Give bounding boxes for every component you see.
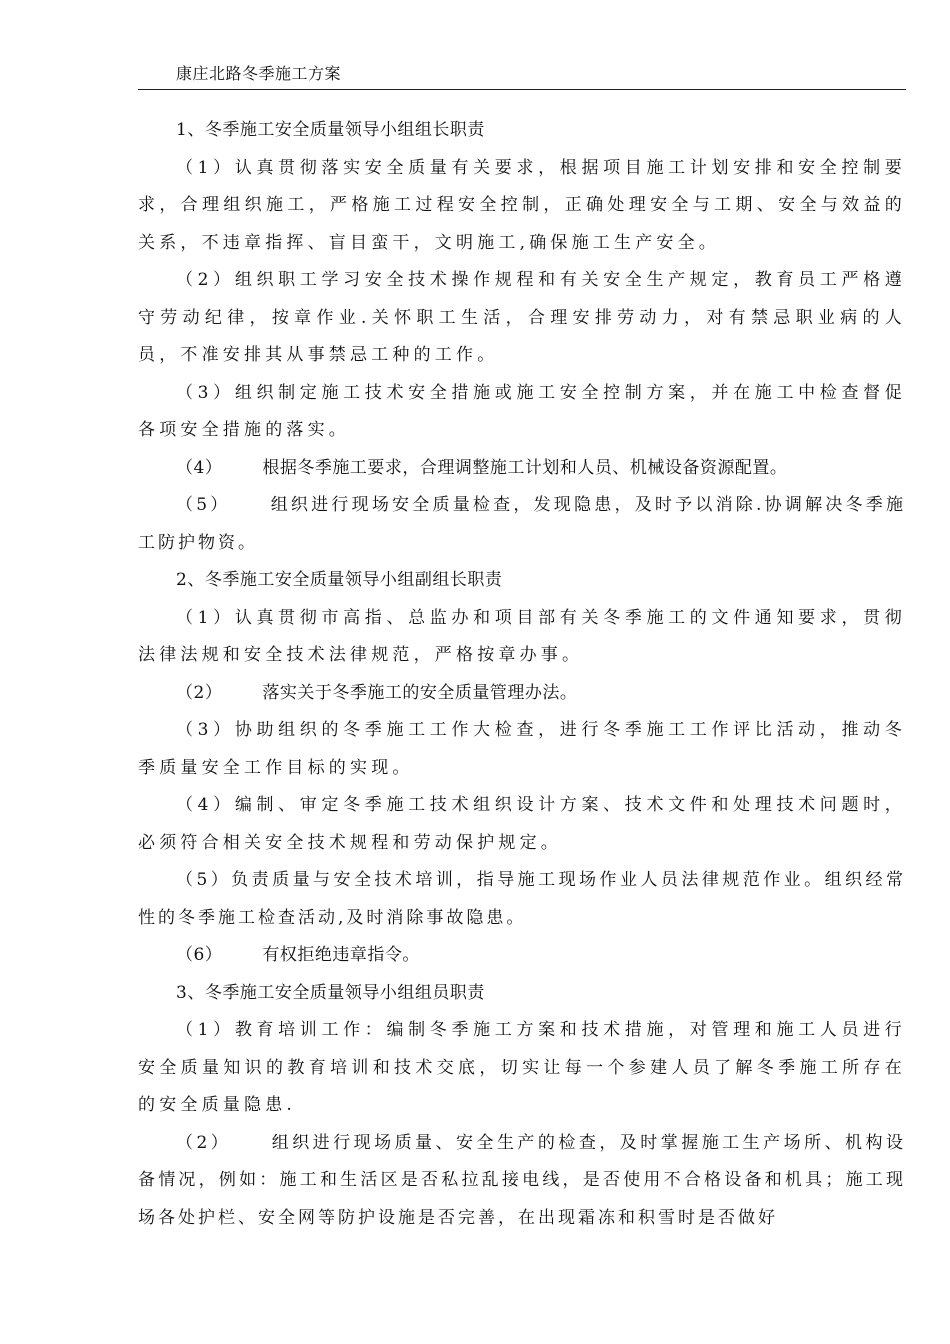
item-number: （6） xyxy=(176,945,223,965)
paragraph: （1）认真贯彻落实安全质量有关要求，根据项目施工计划安排和安全控制要求，合理组织施工，严格施工过程安全控制，正确处理安全与工期、安全与效益的关系，不违章指挥、盲目蛮干，文明施工,确保施工生产安全。 xyxy=(138,157,906,253)
item-text: 有权拒绝违章指令。 xyxy=(262,945,420,965)
paragraph xyxy=(138,487,906,562)
paragraph: （3）协助组织的冬季施工工作大检查，进行冬季施工工作评比活动，推动冬季质量安全工作目标的实现。 xyxy=(138,720,906,778)
item-text: 根据冬季施工要求，合理调整施工计划和人员、机械设备资源配置。 xyxy=(262,457,788,478)
section-heading: 1、冬季施工安全质量领导小组组长职责 xyxy=(176,120,485,140)
paragraph: （1）教育培训工作：编制冬季施工方案和技术措施，对管理和施工人员进行安全质量知识的教育培训和技术交底，切实让每一个参建人员了解冬季施工所存在的安全质量隐患. xyxy=(138,1020,906,1115)
paragraph xyxy=(138,450,906,488)
paragraph: （4）编制、审定冬季施工技术组织设计方案、技术文件和处理技术问题时，必须符合相关安全技术规程和劳动保护规定。 xyxy=(138,795,906,853)
item-number: （2） xyxy=(176,1132,232,1153)
paragraph xyxy=(138,937,906,975)
section-heading: 2、冬季施工安全质量领导小组副组长职责 xyxy=(176,570,503,590)
paragraph: （2）组织职工学习安全技术操作规程和有关安全生产规定，教育员工严格遵守劳动纪律，按章作业.关怀职工生活，合理安排劳动力，对有禁忌职业病的人员，不准安排其从事禁忌工种的工作。 xyxy=(138,270,906,365)
page-header-title: 康庄北路冬季施工方案 xyxy=(176,64,342,83)
item-text: 落实关于冬季施工的安全质量管理办法。 xyxy=(262,682,578,703)
item-number: （2） xyxy=(176,682,223,703)
paragraph: （1）认真贯彻市高指、总监办和项目部有关冬季施工的文件通知要求，贯彻法律法规和安全技术法律规范，严格按章办事。 xyxy=(138,607,906,665)
item-text: 组织进行现场安全质量检查，发现隐患，及时予以消除.协调解决冬季施工防护物资。 xyxy=(138,495,906,553)
paragraph: （3）组织制定施工技术安全措施或施工安全控制方案，并在施工中检查督促各项安全措施的落实。 xyxy=(138,382,906,440)
paragraph: （5）负责质量与安全技术培训，指导施工现场作业人员法律规范作业。组织经常性的冬季施工检查活动,及时消除事故隐患。 xyxy=(138,870,906,928)
paragraph xyxy=(138,675,906,713)
section-heading: 3、冬季施工安全质量领导小组组员职责 xyxy=(176,982,485,1003)
item-text: 组织进行现场质量、安全生产的检查，及时掌握施工生产场所、机构设备情况，例如：施工和生活区是否私拉乱接电线，是否使用不合格设备和机具；施工现场各处护栏、安全网等防护设施是否完善，在出现霜冻和积雪时是否做好 xyxy=(138,1132,906,1228)
document-body xyxy=(138,112,906,1237)
paragraph xyxy=(138,1125,906,1238)
item-number: （5） xyxy=(176,495,231,515)
header-divider xyxy=(138,89,906,90)
item-number: （4） xyxy=(176,457,223,478)
